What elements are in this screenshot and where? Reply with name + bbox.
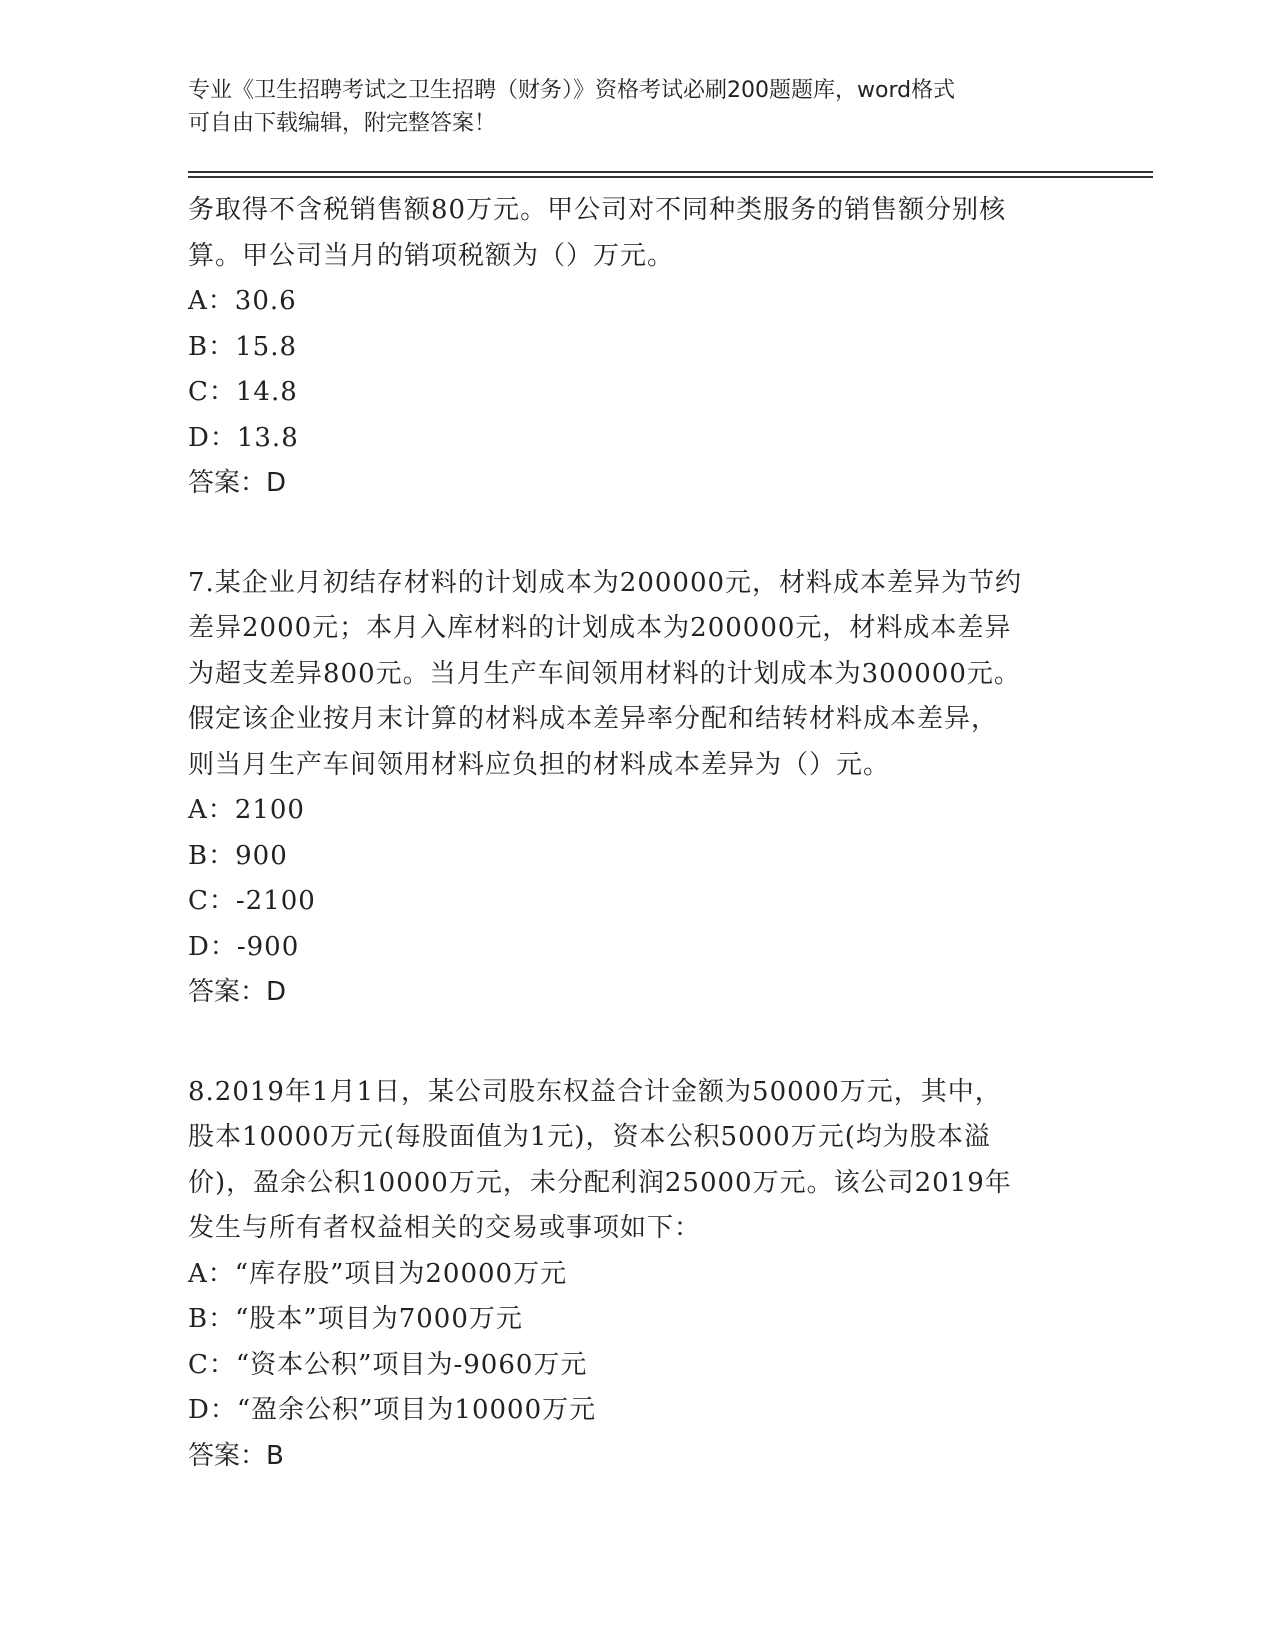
option-b: B：15.8 <box>188 331 297 362</box>
answer-line: 答案：D <box>188 977 287 1007</box>
header-rule-upper <box>188 171 1153 173</box>
answer-line: 答案：B <box>188 1440 284 1471</box>
option-d: D：“盈余公积”项目为10000万元 <box>188 1395 597 1425</box>
question-text-line: 为超支差异800元。当月生产车间领用材料的计划成本为300000元。 <box>188 658 1021 689</box>
header-line-1: 专业《卫生招聘考试之卫生招聘（财务）》资格考试必刷200题题库，word格式 <box>188 78 956 103</box>
question-text-line: 算。甲公司当月的销项税额为（）万元。 <box>188 240 675 271</box>
document-body <box>188 188 1078 1479</box>
question-text-line: 价)，盈余公积10000万元，未分配利润25000万元。该公司2019年 <box>188 1167 1012 1198</box>
question-text-line: 假定该企业按月末计算的材料成本差异率分配和结转材料成本差异， <box>188 704 999 734</box>
question-text-line: 8.2019年1月1日，某公司股东权益合计金额为50000万元，其中， <box>188 1076 1002 1107</box>
question-spacer <box>188 507 1078 561</box>
option-b: B：900 <box>188 840 288 871</box>
header-rule-lower <box>188 176 1153 178</box>
question-spacer <box>188 1016 1078 1070</box>
question-text-line: 发生与所有者权益相关的交易或事项如下： <box>188 1213 702 1243</box>
option-d: D：-900 <box>188 931 300 962</box>
question-6 <box>188 188 1078 507</box>
option-a: A：30.6 <box>188 286 297 316</box>
document-header <box>188 74 1078 140</box>
header-line-2: 可自由下载编辑，附完整答案！ <box>188 111 497 136</box>
option-d: D：13.8 <box>188 422 299 453</box>
option-c: C：-2100 <box>188 886 316 916</box>
option-a: A：2100 <box>188 795 305 825</box>
option-a: A：“库存股”项目为20000万元 <box>188 1258 568 1289</box>
option-c: C：14.8 <box>188 377 298 407</box>
question-text-line: 股本10000万元(每股面值为1元)，资本公积5000万元(均为股本溢 <box>188 1122 991 1152</box>
question-text-line: 务取得不含税销售额80万元。甲公司对不同种类服务的销售额分别核 <box>188 195 1007 225</box>
question-text-line: 7.某企业月初结存材料的计划成本为200000元，材料成本差异为节约 <box>188 567 1023 598</box>
question-7 <box>188 561 1078 1016</box>
question-text-line: 则当月生产车间领用材料应负担的材料成本差异为（）元。 <box>188 749 891 780</box>
option-b: B：“股本”项目为7000万元 <box>188 1304 523 1334</box>
question-text-line: 差异2000元；本月入库材料的计划成本为200000元，材料成本差异 <box>188 613 1012 643</box>
option-c: C：“资本公积”项目为-9060万元 <box>188 1349 588 1380</box>
question-8 <box>188 1070 1078 1480</box>
answer-line: 答案：D <box>188 468 287 498</box>
